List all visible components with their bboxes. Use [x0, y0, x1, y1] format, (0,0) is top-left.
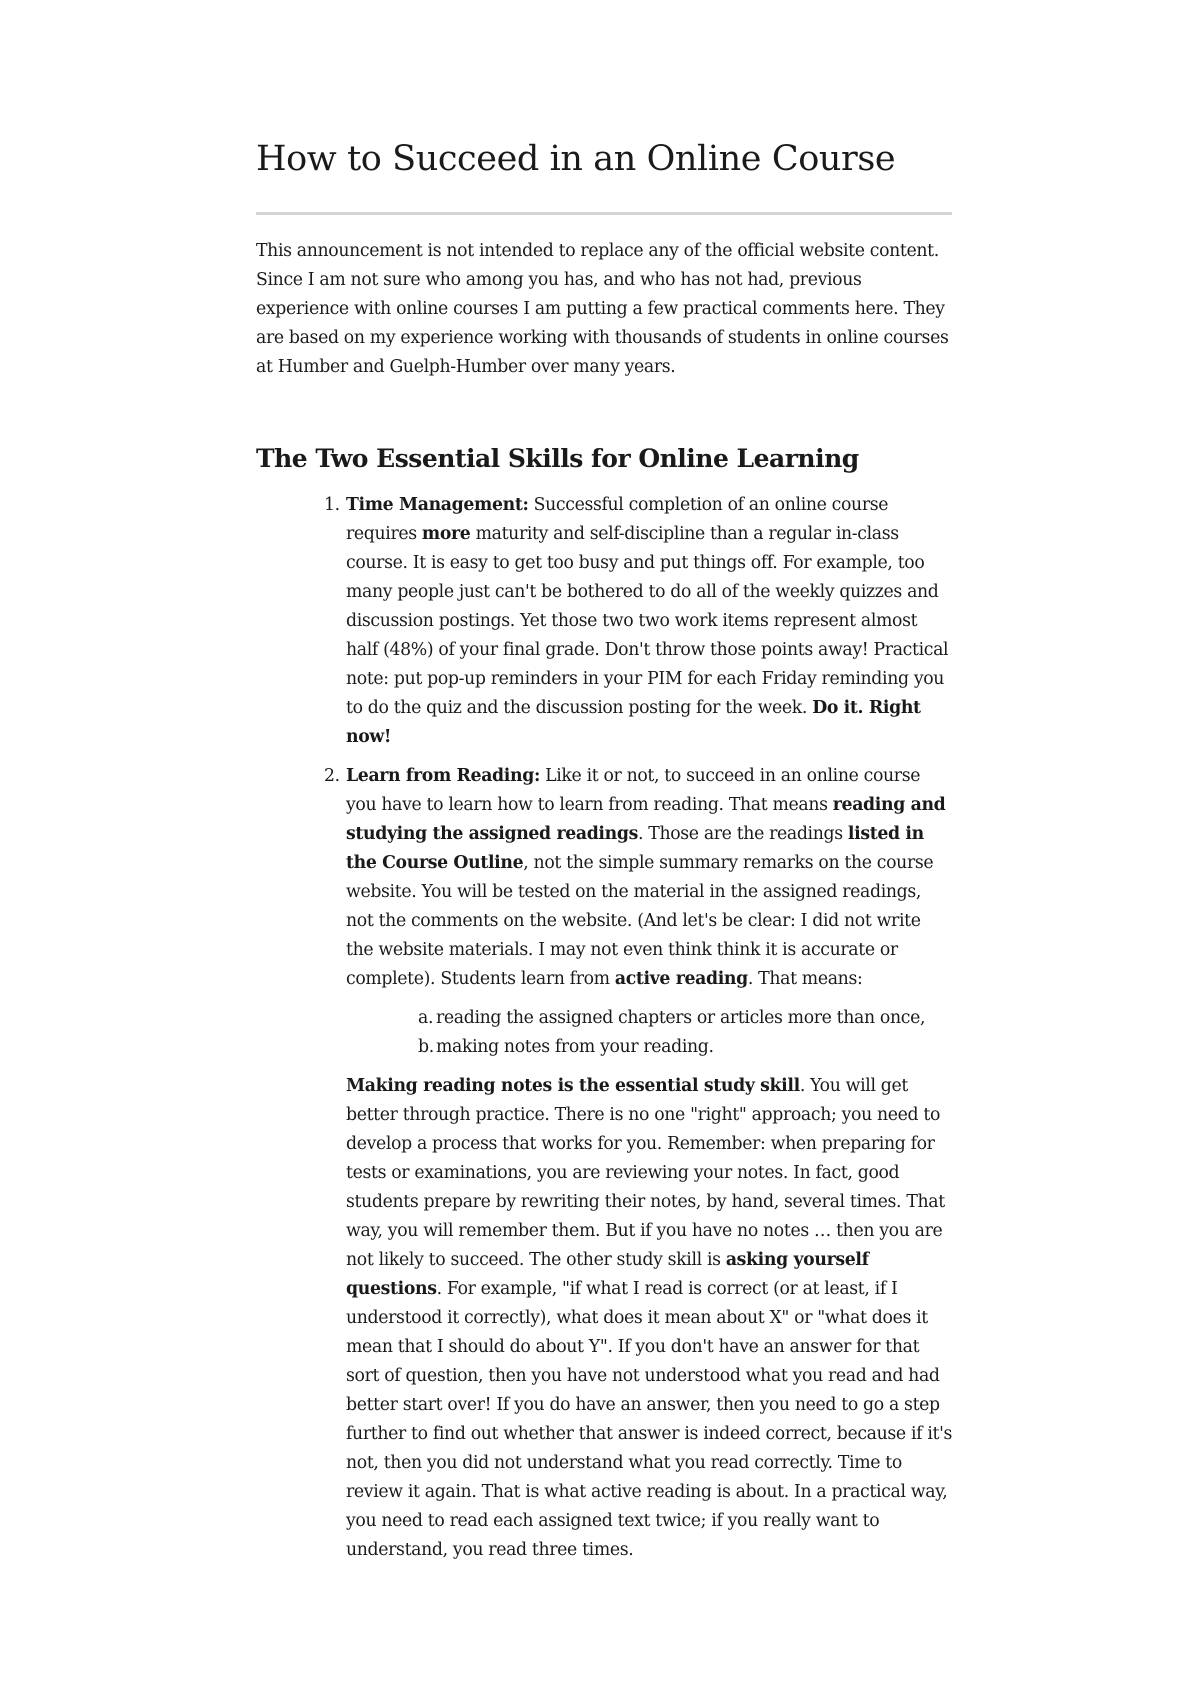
- title-divider: [256, 212, 952, 215]
- page-title: How to Succeed in an Online Course: [256, 139, 896, 179]
- sub-list: [346, 1004, 952, 1062]
- emphasis-text: Do it. Right now!: [346, 698, 921, 747]
- sub-list-letter: a.: [418, 1008, 434, 1028]
- skill-label: Time Management:: [346, 495, 529, 515]
- sub-list-text: reading the assigned chapters or articles more than once,: [436, 1008, 926, 1028]
- skill-text: . That means:: [747, 969, 863, 989]
- skill-text: , not the simple summary remarks on the course website. You will be tested on the material in the assigned readings, not the comments on the website. (And let's be clear: I did not write the website materials. I may not even think think it is accurate or complete). Students learn from: [346, 853, 934, 989]
- skill-label: Learn from Reading:: [346, 766, 540, 786]
- study-skills-paragraph: [346, 1072, 952, 1565]
- emphasis-text: reading and studying the assigned readings: [346, 795, 946, 844]
- section-heading: The Two Essential Skills for Online Learning: [256, 444, 859, 473]
- emphasis-text: Making reading notes is the essential study skill: [346, 1076, 800, 1096]
- emphasis-text: listed in the Course Outline: [346, 824, 924, 873]
- sub-list-letter: b.: [418, 1037, 434, 1057]
- skill-item-time-management: [324, 491, 952, 752]
- skill-item-learn-from-reading: [324, 762, 953, 1565]
- document-body: [256, 134, 952, 1575]
- list-number: 2.: [324, 766, 340, 786]
- paragraph-text: . You will get better through practice. There is no one "right" approach; you need to develop a process that works for you. Remember: when preparing for tests or examinations, you are reviewing your notes. In fact, good students prepare by rewriting their notes, by hand, several times. That way, you will remember them. But if you have no notes … then you are not likely to succeed. The other study skill is: [346, 1076, 945, 1270]
- paragraph-text: . For example, "if what I read is correct (or at least, if I understood it correctly), what does it mean about X" or "what does it mean that I should do about Y". If you don't have an answer for that sort of question, then you have not understood what you read and had better start over! If you do have an answer, then you need to go a step further to find out whether that answer is indeed correct, because if it's not, then you did not understand what you read correctly. Time to review it again. That is what active reading is about. In a practical way, you need to read each assigned text twice; if you really want to understand, you read three times.: [346, 1279, 953, 1560]
- sub-list-item: [418, 1033, 952, 1062]
- sub-list-item: [418, 1004, 952, 1033]
- emphasis-text: more: [421, 524, 471, 544]
- skill-text: Successful completion of an online course requires: [346, 495, 889, 544]
- skill-text: maturity and self-discipline than a regular in-class course. It is easy to get too busy and put things off. For example, too many people just can't be bothered to do all of the weekly quizzes and discussion postings. Yet those two two work items represent almost half (48%) of your final grade. Don't throw those points away! Practical note: put pop-up reminders in your PIM for each Friday reminding you to do the quiz and the discussion posting for the week.: [346, 524, 949, 718]
- list-number: 1.: [324, 495, 340, 515]
- skill-text: Like it or not, to succeed in an online course you have to learn how to learn from reading. That means: [346, 766, 921, 815]
- intro-paragraph: This announcement is not intended to replace any of the official website content. Since I am not sure who among you has, and who has not had, previous experience with online courses I am putting a few practical comments here. They are based on my experience working with thousands of students in online courses at Humber and Guelph-Humber over many years.: [256, 241, 949, 377]
- emphasis-text: active reading: [614, 969, 748, 989]
- emphasis-text: asking yourself questions: [346, 1250, 869, 1299]
- skill-text: . Those are the readings: [637, 824, 848, 844]
- sub-list-text: making notes from your reading.: [436, 1037, 714, 1057]
- skills-list: [256, 491, 952, 1565]
